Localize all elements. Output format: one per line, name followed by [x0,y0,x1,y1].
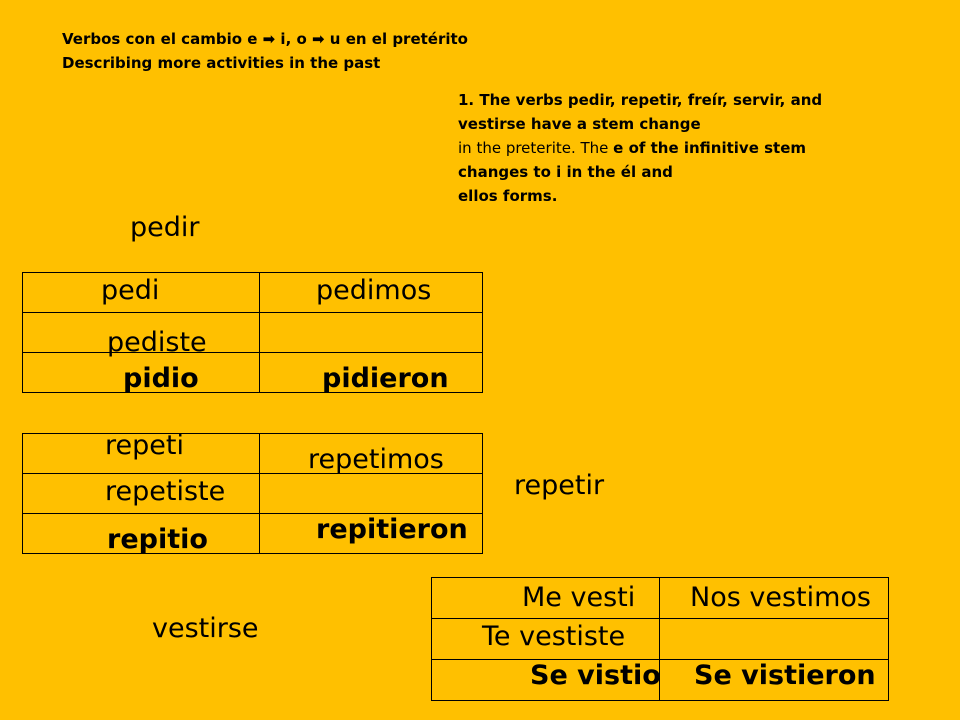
repetir-tu-cell: repetiste [23,474,260,514]
repetir-ellos-cell: repitieron [260,514,483,554]
repetir-label: repetir [514,470,605,501]
slide-title [62,27,468,75]
repetir-table [22,430,483,555]
repetir-nosotros-cell: repetimos [260,434,483,474]
note-line-3-normal: in the preterite. The [458,139,614,157]
vestirse-el-cell: Se vistio [432,660,660,701]
repetir-yo-cell: repeti [23,434,260,474]
pedir-el-cell: pidio [23,353,260,393]
vestirse-tu-cell: Te vestiste [432,619,660,660]
note-line-2: vestirse have a stem change [458,115,701,133]
pedir-nosotros-cell: pedimos [260,273,483,313]
note-line-4: changes to i in the él and [458,163,673,181]
pedir-label: pedir [130,212,200,243]
explanation-note [458,88,898,208]
pedir-yo-cell: pedi [23,273,260,313]
vestirse-nosotros-cell: Nos vestimos [660,578,889,619]
pedir-empty-cell [260,313,483,353]
pedir-tu-cell: pediste [23,313,260,353]
repetir-empty-cell [260,474,483,514]
note-line-1: 1. The verbs pedir, repetir, freír, servir, and [458,91,823,109]
pedir-table [22,272,483,393]
pedir-ellos-cell: pidieron [260,353,483,393]
vestirse-ellos-cell: Se vistieron [660,660,889,701]
title-line-1: Verbos con el cambio e ➡ i, o ➡ u en el pretérito [62,30,468,48]
note-line-3 [458,136,898,160]
repetir-el-cell: repitio [23,514,260,554]
vestirse-table [431,577,889,701]
vestirse-empty-cell [660,619,889,660]
note-line-3-bold: e of the infinitive stem [613,139,807,157]
note-line-5: ellos forms. [458,187,558,205]
title-line-2: Describing more activities in the past [62,54,381,72]
vestirse-label: vestirse [152,613,259,644]
vestirse-yo-cell: Me vesti [432,578,660,619]
